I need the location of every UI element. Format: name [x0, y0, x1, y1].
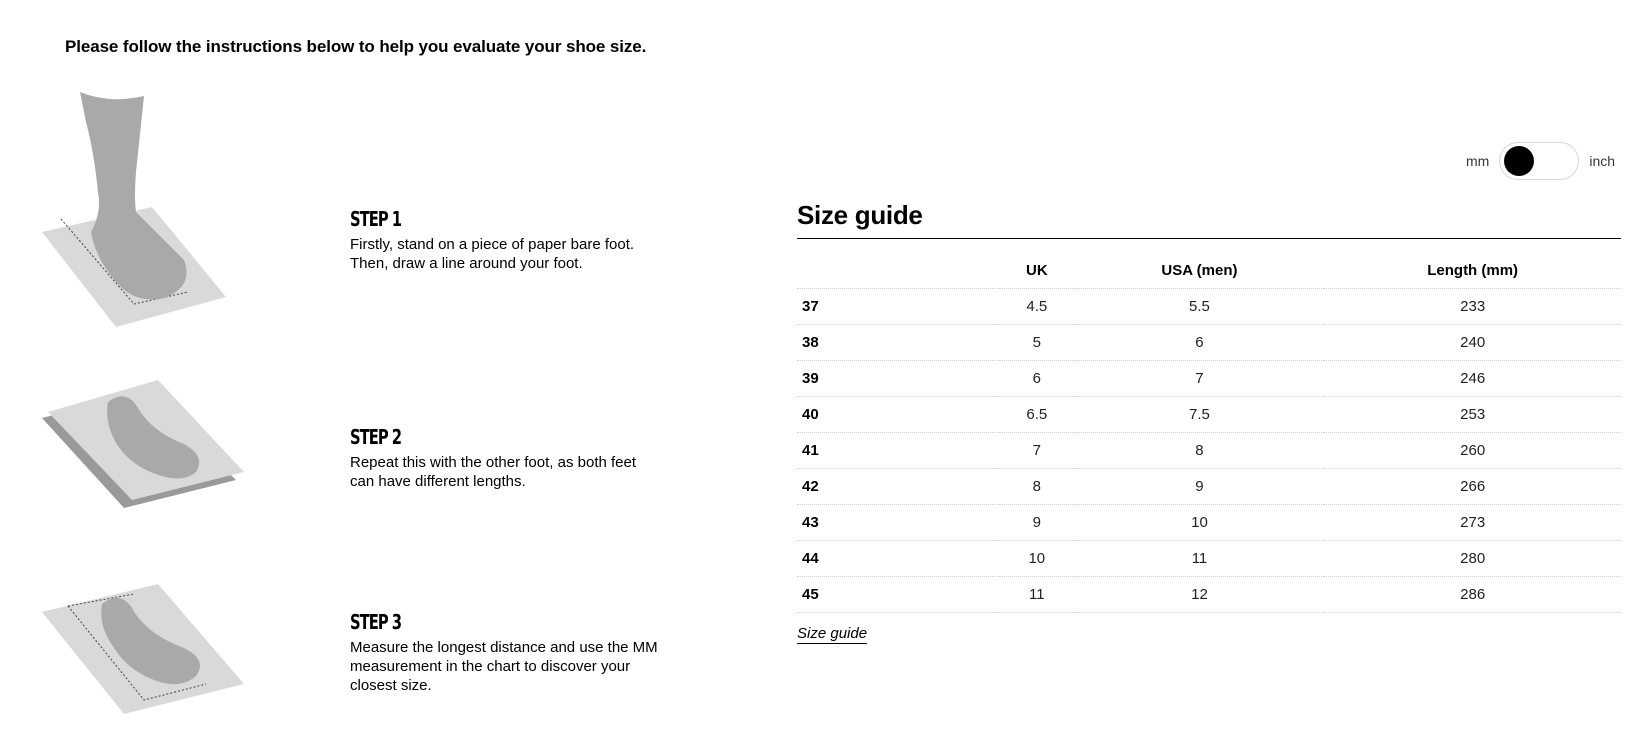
- eu-size-cell: 42: [797, 469, 999, 505]
- size-table: [797, 252, 1621, 613]
- usa-size-cell: 5.5: [1075, 289, 1325, 325]
- step-2-description: [350, 453, 680, 491]
- eu-size-cell: 40: [797, 397, 999, 433]
- usa-size-cell: 9: [1075, 469, 1325, 505]
- table-header-row: [797, 252, 1621, 289]
- uk-size-cell: 10: [999, 541, 1075, 577]
- usa-size-cell: 8: [1075, 433, 1325, 469]
- table-row: [797, 397, 1621, 433]
- eu-size-cell: 44: [797, 541, 999, 577]
- foot-measure-illustration: [36, 584, 246, 724]
- length-cell: 240: [1324, 325, 1621, 361]
- table-row: [797, 505, 1621, 541]
- eu-size-cell: 39: [797, 361, 999, 397]
- eu-size-cell: 38: [797, 325, 999, 361]
- uk-size-cell: 6: [999, 361, 1075, 397]
- foot-on-paper-illustration: [36, 92, 236, 332]
- usa-size-cell: 10: [1075, 505, 1325, 541]
- column-header-eu: [797, 252, 999, 289]
- table-row: [797, 361, 1621, 397]
- unit-mm-label[interactable]: mm: [1466, 153, 1490, 169]
- eu-size-cell: 41: [797, 433, 999, 469]
- usa-size-cell: 11: [1075, 541, 1325, 577]
- size-guide-link[interactable]: Size guide: [797, 625, 868, 642]
- step-3: [350, 610, 680, 695]
- table-row: [797, 433, 1621, 469]
- step-3-line-1: Measure the longest distance and use the MM: [350, 639, 658, 656]
- usa-size-cell: 6: [1075, 325, 1325, 361]
- step-2-title: STEP 2: [350, 425, 402, 449]
- step-1-title: STEP 1: [350, 207, 402, 231]
- column-header-uk: UK: [999, 252, 1075, 289]
- table-row: [797, 541, 1621, 577]
- step-3-line-3: closest size.: [350, 677, 432, 694]
- step-3-description: [350, 638, 680, 695]
- usa-size-cell: 7.5: [1075, 397, 1325, 433]
- step-3-title: STEP 3: [350, 610, 402, 634]
- unit-switch[interactable]: [1499, 142, 1579, 180]
- size-guide-title: Size guide: [797, 200, 923, 230]
- length-cell: 246: [1324, 361, 1621, 397]
- table-row: [797, 325, 1621, 361]
- length-cell: 280: [1324, 541, 1621, 577]
- eu-size-cell: 43: [797, 505, 999, 541]
- step-2: [350, 425, 680, 491]
- uk-size-cell: 5: [999, 325, 1075, 361]
- foot-outline-illustration: [36, 380, 246, 520]
- step-1-description: [350, 235, 680, 273]
- step-3-line-2: measurement in the chart to discover your: [350, 658, 631, 675]
- usa-size-cell: 12: [1075, 577, 1325, 613]
- usa-size-cell: 7: [1075, 361, 1325, 397]
- length-cell: 273: [1324, 505, 1621, 541]
- step-1: [350, 207, 680, 273]
- unit-inch-label[interactable]: inch: [1589, 153, 1616, 169]
- step-1-line-1: Firstly, stand on a piece of paper bare foot.: [350, 236, 635, 253]
- length-cell: 253: [1324, 397, 1621, 433]
- unit-toggle: [1466, 142, 1615, 180]
- length-cell: 266: [1324, 469, 1621, 505]
- title-divider: [797, 238, 1621, 239]
- table-row: [797, 577, 1621, 613]
- switch-knob: [1504, 146, 1534, 176]
- column-header-usa: USA (men): [1075, 252, 1325, 289]
- eu-size-cell: 45: [797, 577, 999, 613]
- step-1-line-2: Then, draw a line around your foot.: [350, 255, 583, 272]
- length-cell: 260: [1324, 433, 1621, 469]
- uk-size-cell: 4.5: [999, 289, 1075, 325]
- length-cell: 286: [1324, 577, 1621, 613]
- uk-size-cell: 11: [999, 577, 1075, 613]
- eu-size-cell: 37: [797, 289, 999, 325]
- length-cell: 233: [1324, 289, 1621, 325]
- table-row: [797, 469, 1621, 505]
- uk-size-cell: 8: [999, 469, 1075, 505]
- step-2-line-2: can have different lengths.: [350, 473, 526, 490]
- uk-size-cell: 6.5: [999, 397, 1075, 433]
- uk-size-cell: 9: [999, 505, 1075, 541]
- column-header-length: Length (mm): [1324, 252, 1621, 289]
- table-row: [797, 289, 1621, 325]
- intro-heading: Please follow the instructions below to help you evaluate your shoe size.: [65, 37, 647, 56]
- uk-size-cell: 7: [999, 433, 1075, 469]
- step-2-line-1: Repeat this with the other foot, as both feet: [350, 454, 637, 471]
